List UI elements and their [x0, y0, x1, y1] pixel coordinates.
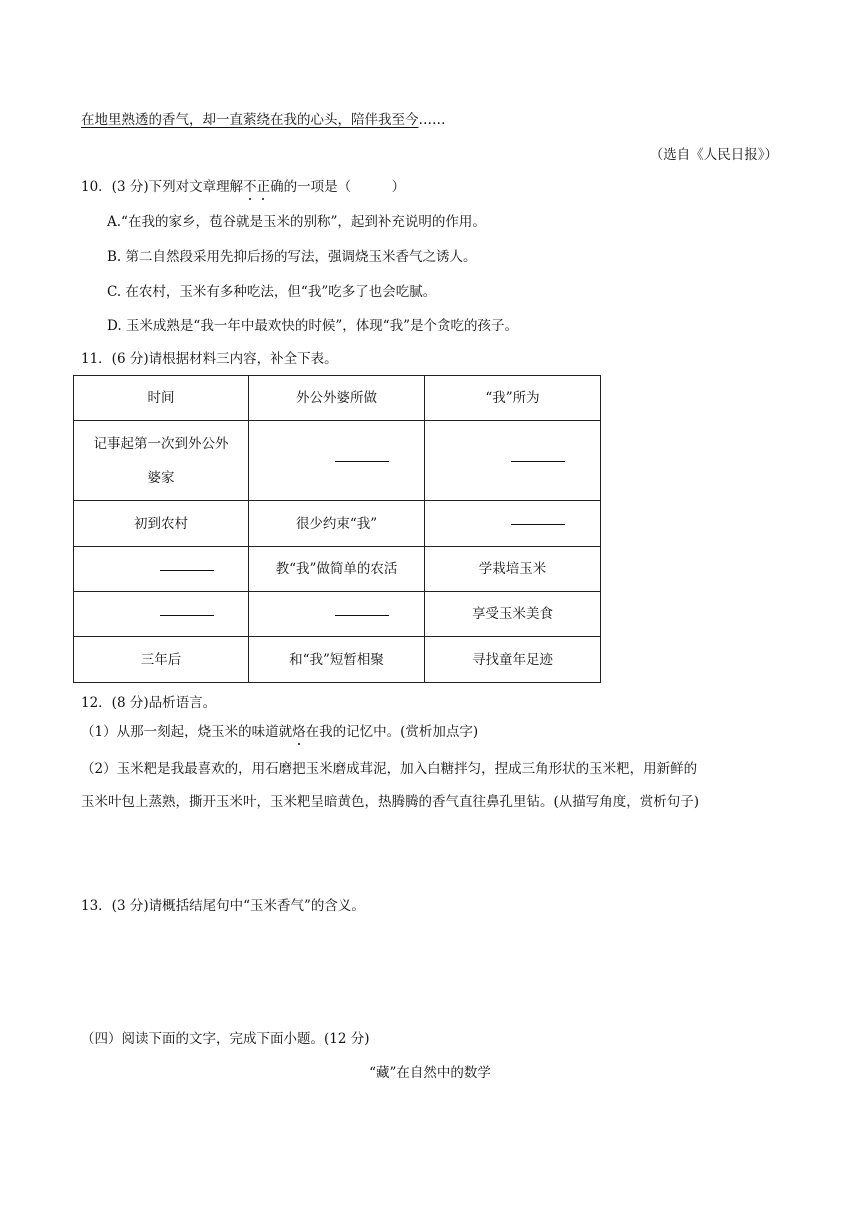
- answer-blank[interactable]: [335, 614, 389, 616]
- q10-prompt-prefix: 10．(3 分)下列对文章理解: [81, 179, 244, 195]
- table-cell-time-line1: 记事起第一次到外公外: [93, 435, 229, 452]
- q10-dotted-char-2: 正: [256, 179, 271, 195]
- q10-prompt: [81, 177, 405, 197]
- table-blank-cell[interactable]: [425, 421, 601, 501]
- q10-prompt-suffix: 确的一项是（ ）: [270, 179, 406, 195]
- table-cell-grandparents: 很少约束“我”: [249, 501, 425, 547]
- answer-blank[interactable]: [511, 523, 565, 525]
- table-blank-cell[interactable]: [74, 547, 249, 592]
- q12-sub1-after: 在我的记忆中。(赏析加点字): [305, 724, 479, 740]
- q12-sub2-line2: 玉米叶包上蒸熟，撕开玉米叶，玉米粑呈暗黄色，热腾腾的香气直往鼻孔里钻。(从描写角度，赏析句子): [81, 794, 700, 810]
- table-row: [74, 501, 601, 547]
- answer-blank[interactable]: [160, 614, 214, 616]
- table-cell-grandparents: 和“我”短暂相聚: [249, 637, 425, 683]
- answer-blank[interactable]: [511, 460, 565, 462]
- q12-sub1: [81, 722, 478, 742]
- table-row: [74, 592, 601, 637]
- table-header-me: “我”所为: [425, 376, 601, 421]
- table-cell-grandparents: 教“我”做简单的农活: [249, 547, 425, 592]
- q12-dotted-char: 烙: [292, 724, 306, 740]
- q10-option-a: A.“在我的家乡，苞谷就是玉米的别称”，起到补充说明的作用。: [107, 214, 486, 230]
- table-cell-time-line2: 婆家: [147, 469, 175, 486]
- q10-dotted-char-1: 不: [243, 179, 257, 195]
- table-row: [74, 637, 601, 683]
- section4-title: “藏”在自然中的数学: [369, 1065, 491, 1081]
- table-blank-cell[interactable]: [249, 421, 425, 501]
- table-cell-time: [74, 421, 249, 501]
- passage-ellipsis: ……: [418, 112, 446, 128]
- answer-blank[interactable]: [335, 460, 389, 462]
- q11-table: [73, 375, 601, 683]
- passage-source: （选自《人民日报》）: [649, 147, 778, 163]
- passage-last-line-text: 在地里熟透的香气，却一直萦绕在我的心头，陪伴我至今: [81, 112, 419, 128]
- q12-sub2-line1: （2）玉米粑是我最喜欢的，用石磨把玉米磨成茸泥，加入白糖拌匀，捏成三角形状的玉米粑，用新鲜的: [81, 761, 698, 777]
- table-cell-me: 寻找童年足迹: [425, 637, 601, 683]
- table-cell-me: 享受玉米美食: [425, 592, 601, 637]
- q11-prompt: 11．(6 分)请根据材料三内容，补全下表。: [81, 351, 338, 367]
- table-blank-cell[interactable]: [425, 501, 601, 547]
- q12-prompt: 12．(8 分)品析语言。: [81, 695, 217, 711]
- table-row: [74, 421, 601, 501]
- table-header-time: 时间: [74, 376, 249, 421]
- q13-prompt: 13．(3 分)请概括结尾句中“玉米香气”的含义。: [81, 898, 365, 914]
- q10-option-b: B. 第二自然段采用先抑后扬的写法，强调烧玉米香气之诱人。: [107, 249, 477, 265]
- section4-heading: （四）阅读下面的文字，完成下面小题。(12 分): [81, 1031, 370, 1047]
- q12-sub1-before: （1）从那一刻起，烧玉米的味道就: [81, 724, 293, 740]
- q10-option-c: C. 在农村，玉米有多种吃法，但“我”吃多了也会吃腻。: [107, 284, 437, 300]
- answer-blank[interactable]: [160, 569, 214, 571]
- passage-last-line: [81, 110, 446, 130]
- table-cell-time: 初到农村: [74, 501, 249, 547]
- table-row: [74, 547, 601, 592]
- q10-option-d: D. 玉米成熟是“我一年中最欢快的时候”，体现“我”是个贪吃的孩子。: [107, 318, 519, 334]
- table-blank-cell[interactable]: [249, 592, 425, 637]
- table-header-row: [74, 376, 601, 421]
- table-cell-me: 学栽培玉米: [425, 547, 601, 592]
- table-cell-time: 三年后: [74, 637, 249, 683]
- table-blank-cell[interactable]: [74, 592, 249, 637]
- table-header-grandparents: 外公外婆所做: [249, 376, 425, 421]
